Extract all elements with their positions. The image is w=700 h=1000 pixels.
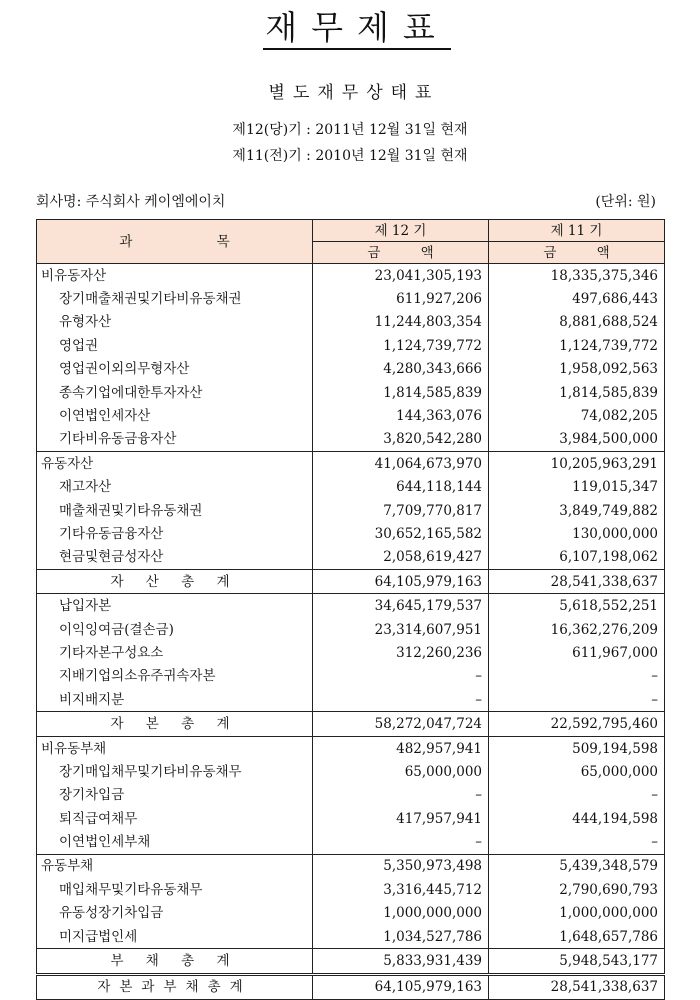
amount-prior: 509,194,598	[489, 736, 665, 760]
amount-current: 1,124,739,772	[313, 334, 489, 357]
amount-prior: 8,881,688,524	[489, 311, 665, 334]
amount-current: 1,814,585,839	[313, 381, 489, 404]
amount-current: 3,316,445,712	[313, 878, 489, 901]
row-label: 장기매출채권및기타비유동채권	[37, 287, 313, 310]
row-label: 미지급법인세	[37, 925, 313, 949]
row-label: 유형자산	[37, 311, 313, 334]
table-row	[37, 712, 665, 736]
row-label: 기타자본구성요소	[37, 641, 313, 664]
amount-prior: 444,194,598	[489, 807, 665, 830]
row-label: 종속기업에대한투자자산	[37, 381, 313, 404]
table-row	[37, 641, 665, 664]
amount-current: 2,058,619,427	[313, 546, 489, 570]
table-row	[37, 287, 665, 310]
table-row	[37, 404, 665, 427]
table-row	[37, 546, 665, 570]
row-label: 이연법인세자산	[37, 404, 313, 427]
row-label: 비유동부채	[37, 736, 313, 760]
amount-current: 1,034,527,786	[313, 925, 489, 949]
table-row	[37, 522, 665, 545]
table-row	[37, 334, 665, 357]
row-label: 자본과부채총계	[37, 974, 313, 999]
amount-prior: 28,541,338,637	[489, 974, 665, 999]
row-label: 장기차입금	[37, 784, 313, 807]
amount-prior: –	[489, 830, 665, 854]
amount-current: 5,350,973,498	[313, 854, 489, 878]
amount-prior: 18,335,375,346	[489, 264, 665, 288]
table-row	[37, 499, 665, 522]
amount-current: 23,314,607,951	[313, 618, 489, 641]
company-name: 회사명: 주식회사 케이엠에이치	[36, 194, 226, 210]
row-label: 매출채권및기타유동채권	[37, 499, 313, 522]
column-header-current: 제 12 기	[313, 220, 489, 242]
row-label: 영업권	[37, 334, 313, 357]
amount-current: –	[313, 665, 489, 688]
amount-prior: 74,082,205	[489, 404, 665, 427]
table-row	[37, 736, 665, 760]
amount-current: 34,645,179,537	[313, 594, 489, 618]
row-label: 장기매입채무및기타비유동채무	[37, 760, 313, 783]
amount-prior: –	[489, 688, 665, 712]
table-row	[37, 760, 665, 783]
amount-prior: 22,592,795,460	[489, 712, 665, 736]
amount-current: 144,363,076	[313, 404, 489, 427]
row-label: 기타비유동금융자산	[37, 428, 313, 452]
amount-prior: 5,439,348,579	[489, 854, 665, 878]
amount-prior: –	[489, 665, 665, 688]
table-row	[37, 358, 665, 381]
amount-prior: 10,205,963,291	[489, 452, 665, 476]
row-label: 영업권이외의무형자산	[37, 358, 313, 381]
table-row	[37, 878, 665, 901]
amount-current: 644,118,144	[313, 476, 489, 499]
table-row	[37, 830, 665, 854]
table-row	[37, 807, 665, 830]
amount-current: 312,260,236	[313, 641, 489, 664]
amount-current: –	[313, 784, 489, 807]
table-row	[37, 264, 665, 288]
table-row	[37, 618, 665, 641]
currency-unit: (단위: 원)	[595, 194, 656, 210]
amount-prior: 3,849,749,882	[489, 499, 665, 522]
row-label: 지배기업의소유주귀속자본	[37, 665, 313, 688]
amount-header-current: 금 액	[313, 242, 489, 264]
amount-current: 30,652,165,582	[313, 522, 489, 545]
amount-prior: 16,362,276,209	[489, 618, 665, 641]
amount-prior: 497,686,443	[489, 287, 665, 310]
row-label: 유동성장기차입금	[37, 902, 313, 925]
statement-title: 별도재무상태표	[268, 83, 440, 103]
table-row	[37, 311, 665, 334]
amount-prior: 1,124,739,772	[489, 334, 665, 357]
table-row	[37, 428, 665, 452]
amount-prior: 611,967,000	[489, 641, 665, 664]
amount-current: 23,041,305,193	[313, 264, 489, 288]
row-label: 유동자산	[37, 452, 313, 476]
amount-current: 7,709,770,817	[313, 499, 489, 522]
amount-prior: 1,648,657,786	[489, 925, 665, 949]
table-row	[37, 784, 665, 807]
balance-sheet-table	[36, 219, 665, 1000]
table-row	[37, 854, 665, 878]
row-label: 납입자본	[37, 594, 313, 618]
row-label: 재고자산	[37, 476, 313, 499]
amount-current: 64,105,979,163	[313, 570, 489, 594]
table-row	[37, 902, 665, 925]
amount-prior: 6,107,198,062	[489, 546, 665, 570]
amount-prior: 119,015,347	[489, 476, 665, 499]
current-period: 제12(당)기 : 2011년 12월 31일 현재	[232, 122, 468, 138]
row-label: 비지배지분	[37, 688, 313, 712]
amount-current: 482,957,941	[313, 736, 489, 760]
amount-current: 41,064,673,970	[313, 452, 489, 476]
row-label: 매입채무및기타유동채무	[37, 878, 313, 901]
amount-current: 611,927,206	[313, 287, 489, 310]
row-label: 퇴직급여채무	[37, 807, 313, 830]
row-label: 이익잉여금(결손금)	[37, 618, 313, 641]
row-label: 현금및현금성자산	[37, 546, 313, 570]
table-row	[37, 594, 665, 618]
amount-current: 11,244,803,354	[313, 311, 489, 334]
table-row	[37, 949, 665, 974]
row-label: 부 채 총 계	[37, 949, 313, 974]
amount-header-prior: 금 액	[489, 242, 665, 264]
amount-prior: 5,618,552,251	[489, 594, 665, 618]
amount-current: –	[313, 830, 489, 854]
row-label: 이연법인세부채	[37, 830, 313, 854]
amount-prior: 1,000,000,000	[489, 902, 665, 925]
amount-current: 64,105,979,163	[313, 974, 489, 999]
column-header-prior: 제 11 기	[489, 220, 665, 242]
amount-current: 65,000,000	[313, 760, 489, 783]
amount-current: 5,833,931,439	[313, 949, 489, 974]
row-label: 유동부채	[37, 854, 313, 878]
table-row	[37, 570, 665, 594]
amount-prior: 1,958,092,563	[489, 358, 665, 381]
amount-current: –	[313, 688, 489, 712]
column-header-item: 과 목	[37, 220, 313, 264]
table-row	[37, 381, 665, 404]
amount-current: 1,000,000,000	[313, 902, 489, 925]
table-row	[37, 974, 665, 999]
amount-prior: 1,814,585,839	[489, 381, 665, 404]
amount-prior: 3,984,500,000	[489, 428, 665, 452]
row-label: 기타유동금융자산	[37, 522, 313, 545]
row-label: 자 산 총 계	[37, 570, 313, 594]
row-label: 비유동자산	[37, 264, 313, 288]
document-title: 재무제표	[0, 2, 700, 49]
amount-prior: 130,000,000	[489, 522, 665, 545]
prior-period: 제11(전)기 : 2010년 12월 31일 현재	[232, 148, 468, 164]
amount-current: 58,272,047,724	[313, 712, 489, 736]
table-row	[37, 665, 665, 688]
amount-prior: 28,541,338,637	[489, 570, 665, 594]
table-row	[37, 476, 665, 499]
amount-prior: 5,948,543,177	[489, 949, 665, 974]
amount-prior: 65,000,000	[489, 760, 665, 783]
table-row	[37, 925, 665, 949]
amount-current: 3,820,542,280	[313, 428, 489, 452]
amount-prior: 2,790,690,793	[489, 878, 665, 901]
amount-current: 417,957,941	[313, 807, 489, 830]
row-label: 자 본 총 계	[37, 712, 313, 736]
amount-current: 4,280,343,666	[313, 358, 489, 381]
table-row	[37, 688, 665, 712]
table-body	[37, 264, 665, 1000]
amount-prior: –	[489, 784, 665, 807]
table-row	[37, 452, 665, 476]
